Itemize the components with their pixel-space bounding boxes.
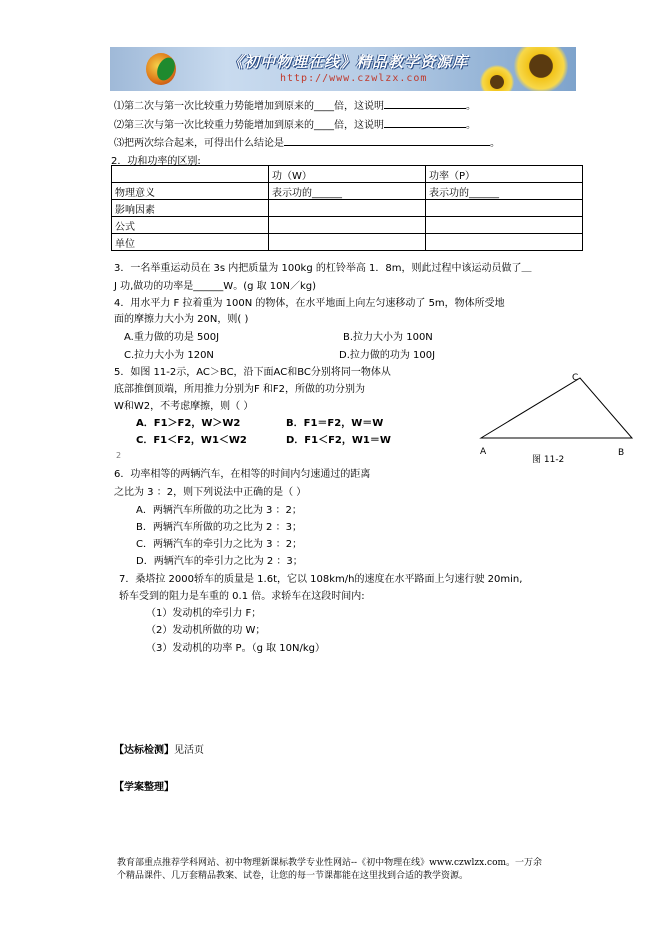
check-label: 【达标检测】 (114, 745, 174, 756)
triangle-shape (481, 378, 632, 438)
check-text: 见活页 (174, 745, 204, 756)
vertex-a-label: A (480, 447, 487, 457)
footer-line-2: 个精品课件、几万套精品教案、试卷，让您的每一节课都能在这里找到合适的教学资源。 (117, 871, 469, 881)
q7-line1: 7．桑塔拉 2000轿车的质量是 1.6t，它以 108km/h的速度在水平路面上匀速行驶 20min, (119, 574, 523, 585)
figure-caption: 图 11-2 (532, 455, 565, 465)
q4-option-c[interactable]: C.拉力大小为 120N (124, 350, 214, 361)
q5-line2: 底部推倒顶端，所用推力分别为F 和F2，所做的功分别为 (114, 384, 366, 395)
table-row (112, 183, 583, 200)
table-cell[interactable] (269, 217, 426, 234)
footer-line-1: 教育部重点推荐学科网站、初中物理新课标教学专业性网站--《初中物理在线》www.czwlzx.com。一万余 (117, 858, 543, 868)
summary-label: 【学案整理】 (114, 782, 174, 793)
q6-option-d[interactable]: D．两辆汽车的牵引力之比为 2 ：3； (136, 556, 303, 567)
q4-line2: 面的摩擦力大小为 20N，则( ) (114, 314, 249, 325)
table-cell[interactable] (426, 217, 583, 234)
table-cell: 单位 (112, 234, 269, 251)
table-cell: 功率（P） (426, 166, 583, 183)
q5-option-d[interactable]: D．F1＜F2，W1＝W (286, 435, 391, 446)
page-footer (117, 857, 542, 883)
check-section (114, 741, 204, 756)
q1-sub4: ⑶把两次综合起来，可得出什么结论是 。 (114, 138, 500, 149)
q3-line2: J 功,做功的功率是______W。(g 取 10N／kg) (114, 281, 317, 292)
q2-title: 2．功和功率的区别: (111, 156, 201, 167)
table-row (112, 200, 583, 217)
table-cell[interactable] (269, 200, 426, 217)
table-header-row (112, 166, 583, 183)
q5-line1: 5．如图 11-2示，AC＞BC，沿下面AC和BC分别将同一物体从 (114, 367, 391, 378)
table-cell: 影响因素 (112, 200, 269, 217)
q5-option-b[interactable]: B．F1＝F2，W＝W (286, 418, 384, 429)
q7-sub2: （2）发动机所做的功 W； (146, 625, 266, 636)
q4-option-b[interactable]: B.拉力大小为 100N (343, 332, 433, 343)
figure-11-2 (478, 370, 636, 466)
table-cell[interactable] (426, 234, 583, 251)
sunflower-icon (514, 47, 568, 91)
q6-option-b[interactable]: B．两辆汽车所做的功之比为 2 ：3； (136, 522, 302, 533)
table-cell[interactable] (269, 234, 426, 251)
q6-line2: 之比为 3 ：2，则下列说法中正确的是（ ） (114, 487, 307, 498)
stray-subscript: 2 (116, 451, 122, 460)
q4-option-a[interactable]: A.重力做的功是 500J (124, 332, 220, 343)
table-cell: 功（W） (269, 166, 426, 183)
table-cell: 公式 (112, 217, 269, 234)
answer-blank[interactable] (384, 99, 466, 109)
q7-sub1: （1）发动机的牵引力 F； (146, 608, 262, 619)
q5-line3: W和W2，不考虑摩擦，则（ ） (114, 401, 254, 412)
header-banner (110, 47, 576, 91)
table-cell[interactable] (426, 200, 583, 217)
q6-line1: 6．功率相等的两辆汽车，在相等的时间内匀速通过的距离 (114, 469, 371, 480)
table-cell (112, 166, 269, 183)
q6-option-a[interactable]: A．两辆汽车所做的功之比为 3 ：2； (136, 505, 302, 516)
table-row (112, 217, 583, 234)
answer-blank[interactable] (384, 118, 466, 128)
q5-option-a[interactable]: A．F1＞F2，W＞W2 (136, 418, 241, 429)
q4-line1: 4．用水平力 F 拉着重为 100N 的物体，在水平地面上向左匀速移动了 5m，物体所受地 (114, 298, 505, 309)
q4-option-d[interactable]: D.拉力做的功为 100J (339, 350, 436, 361)
answer-blank[interactable] (284, 136, 490, 146)
table-cell[interactable]: 表示功的______ (426, 183, 583, 200)
vertex-b-label: B (618, 448, 625, 458)
q7-line2: 轿车受到的阻力是车重的 0.1 倍。求轿车在这段时间内: (119, 591, 365, 602)
q3-line1: 3．一名举重运动员在 3s 内把质量为 100kg 的杠铃举高 1．8m，则此过程中该运动员做了＿ (114, 263, 532, 274)
q7-sub3: （3）发动机的功率 P。（g 取 10N/kg） (146, 643, 325, 654)
vertex-c-label: C (572, 373, 579, 383)
q5-option-c[interactable]: C．F1＜F2，W1＜W2 (136, 435, 247, 446)
comparison-table (111, 165, 583, 251)
q1-sub3: ⑵第三次与第一次比较重力势能增加到原来的____倍，这说明 。 (114, 120, 476, 131)
banner-title: 《初中物理在线》精品教学资源库 (228, 53, 469, 71)
banner-url: http://www.czwlzx.com (280, 73, 428, 84)
table-row (112, 234, 583, 251)
sunflower-small-icon (480, 65, 514, 91)
table-cell: 物理意义 (112, 183, 269, 200)
table-cell[interactable]: 表示功的______ (269, 183, 426, 200)
q1-sub2: ⑴第二次与第一次比较重力势能增加到原来的____倍，这说明 。 (114, 101, 476, 112)
q6-option-c[interactable]: C．两辆汽车的牵引力之比为 3 ：2； (136, 539, 303, 550)
